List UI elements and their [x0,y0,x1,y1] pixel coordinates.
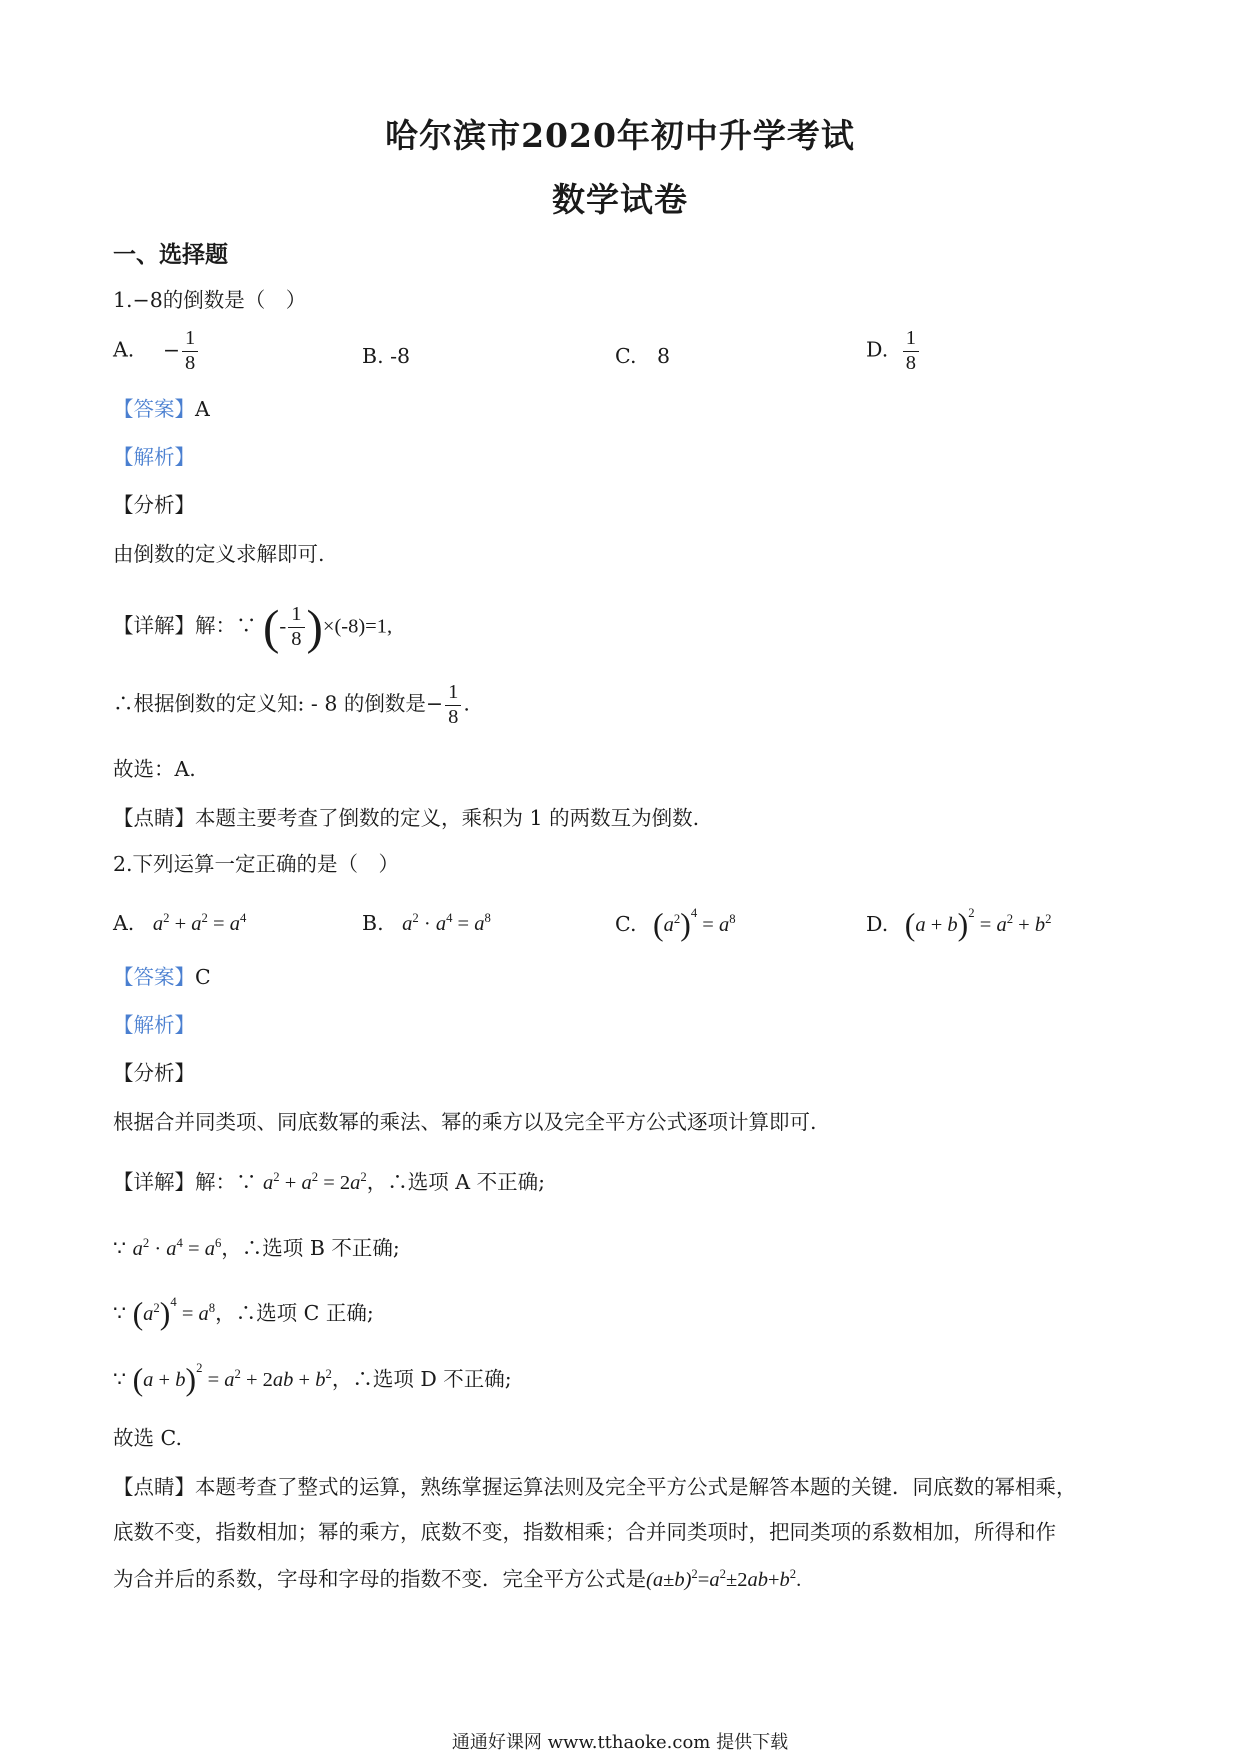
q1-choose: 故选：A. [113,757,196,781]
q1-detail-rest: ×(-8)=1, [322,615,393,638]
q2-comment-text-1: 本题考查了整式的运算，熟练掌握运算法则及完全平方公式是解答本题的关键．同底数的幂相乘， [195,1475,1077,1499]
q2-detail-3-end: ，∴选项 C 正确; [215,1300,374,1325]
q1-option-d-denominator: 8 [905,351,917,374]
page-title: 哈尔滨市2020年初中升学考试 [385,116,855,155]
q2-detail-tag: 【详解】解：∵ [113,1170,257,1194]
q2-option-b: B. $a^2 \cdot a^4 = a^8$ [362,910,491,935]
q1-option-a-fraction [182,328,198,374]
q2-because-2: ∵ [113,1236,127,1260]
q1-conclusion-fraction [445,682,461,728]
q1-option-d [866,328,921,374]
q1-jiexi-tag: 【解析】 [113,445,195,469]
page-subtitle: 数学试卷 [552,180,688,219]
q2-detail-2: ∵ $a^2 \cdot a^4 = a^6$，∴选项 B 不正确; [113,1235,400,1260]
q2-option-d-label: D. [866,911,889,936]
q1-option-b: B. -8 [362,344,411,368]
q1-conclusion [113,682,470,728]
q1-detail: 【详解】解：∵ (- $\frac{1}{8}$ )×(-8)=1, [113,599,393,655]
q1-detail-minus: - [279,615,287,638]
q1-answer [113,399,210,420]
section-heading: 一、选择题 [113,241,228,268]
q2-jiexi-tag: 【解析】 [113,1013,195,1037]
q2-option-b-label: B. [362,911,384,935]
q1-option-a-sign: − [162,337,181,362]
q2-detail-2-end: ，∴选项 B 不正确; [221,1236,400,1260]
q1-comment-tag: 【点睛】 [113,806,195,830]
q1-fenxi-tag: 【分析】 [113,493,195,517]
q1-option-d-numerator: 1 [903,328,919,352]
q2-comment-line-3: 为合并后的系数，字母和字母的指数不变．完全平方公式是$(a\pm b)^2=a^2\pm 2ab+b^2$. [113,1566,802,1591]
q2-option-a: A. $a^2 + a^2 = a^4$ [113,910,247,935]
q2-option-c-label: C. [615,911,637,936]
q2-comment-line-2: 底数不变，指数相加；幂的乘方，底数不变，指数相乘；合并同类项时，把同类项的系数相加，所得和作 [113,1520,1056,1544]
q1-option-a-numerator: 1 [182,328,198,352]
q1-conclusion-numerator: 1 [445,682,461,706]
q2-comment-tag: 【点睛】 [113,1475,195,1499]
q2-answer-value: C [195,965,211,989]
q2-fenxi-tag: 【分析】 [113,1061,195,1085]
q2-answer-tag: 【答案】 [113,965,195,989]
q2-choose: 故选 C. [113,1426,182,1450]
q1-detail-tag: 【详解】解：∵ [113,613,257,638]
q2-because-4: ∵ [113,1366,127,1391]
q1-option-d-label: D. [866,337,889,362]
q2-detail-4: ∵ $(a + b)^2 = a^2 + 2ab + b^2$，∴选项 D 不正确; [113,1361,512,1397]
q2-detail-1-end: ，∴选项 A 不正确; [366,1170,545,1194]
q2-detail-4-end: ，∴选项 D 不正确; [331,1366,512,1391]
q1-answer-value: A [195,397,210,421]
q2-detail-1: 【详解】解：∵ $a^2 + a^2 = 2a^2$，∴选项 A 不正确; [113,1169,545,1194]
q1-stem: 1.−8的倒数是（ ） [113,288,307,312]
q1-option-d-fraction [903,328,919,374]
q1-comment-text: 本题主要考查了倒数的定义，乘积为 1 的两数互为倒数. [195,806,700,830]
q1-detail-fraction [288,604,304,650]
q1-conclusion-denominator: 8 [448,705,459,728]
q2-comment-line-1 [113,1477,1077,1498]
q2-because-3: ∵ [113,1300,127,1325]
q1-analysis: 由倒数的定义求解即可. [113,542,325,566]
q2-stem: 2.下列运算一定正确的是（ ） [113,852,400,876]
q1-conclusion-end: . [463,691,470,716]
q2-detail-3: ∵ $(a^2)^4 = a^8$，∴选项 C 正确; [113,1295,374,1331]
q2-option-a-label: A. [113,911,135,935]
q1-answer-tag: 【答案】 [113,397,195,421]
q1-conclusion-text: ∴根据倒数的定义知: - 8 的倒数是− [113,691,444,716]
q1-detail-denominator: 8 [291,627,302,650]
q1-option-a [113,328,200,374]
q1-option-a-denominator: 8 [185,351,196,374]
q1-comment [113,808,699,829]
q1-option-c: C. 8 [615,344,671,368]
q1-option-a-label: A. [113,337,135,362]
q1-detail-numerator: 1 [288,604,304,628]
q2-comment-text-3: 为合并后的系数，字母和字母的指数不变．完全平方公式是 [113,1567,646,1591]
q2-option-c: C. $(a^2)^4 = a^8$ [615,906,736,942]
q2-option-d: D. $(a + b)^2 = a^2 + b^2$ [866,906,1052,942]
q2-analysis: 根据合并同类项、同底数幂的乘法、幂的乘方以及完全平方公式逐项计算即可. [113,1110,817,1134]
page-footer: 通通好课网 www.tthaoke.com 提供下载 [451,1732,789,1753]
q2-answer [113,967,211,988]
